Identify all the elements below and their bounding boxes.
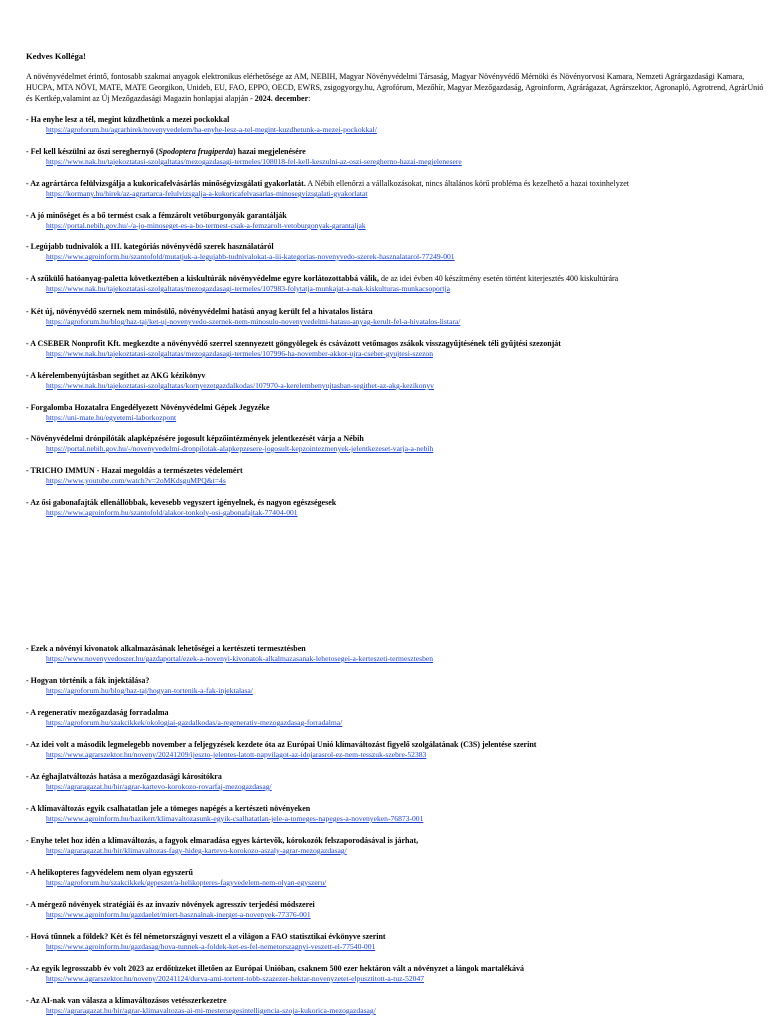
intro-paragraph: A növényvédelmet érintő, fontosabb szakmai anyagok elektronikus elérhetősége az AM, NEBIH, Magyar Növényvédelmi Társaság, Magyar Növényvédő Mérnöki és Növényorvosi Kamara, Nemzeti Agrárgazdasági Kamara, HUCPA, MTA NÖVI, MATE, MATE Georgikon, Unideb, EU, FAO, EPPO, OECD, EWRS, zsigogyorgy.hu, Agrofórum, Mezőhír, Magyar Mezőgazdaság, Agroinform, Agrárágazat, Agrárszektor, Agronapló, Agrotrend, AgrárUnió és Kertkép,valamint az Új Mezőgazdasági Magazin honlapjai alapján - 2024. december: (26, 72, 764, 103)
item-link[interactable]: https://www.nak.hu/tajekoztatasi-szolgaltatas/mezogazdasagi-termeles/108018-fel-kell-keszulni-az-oszi-seregherno-hazai-megjelenesere (46, 157, 462, 166)
greeting: Kedves Kolléga! (26, 51, 86, 61)
list-item (26, 740, 766, 760)
item-link[interactable]: https://www.agroinform.hu/hazikert/klimavaltozasunk-egyik-csalhatatlan-jele-a-tomeges-napeges-a-novenyeken-76873-001 (46, 814, 424, 823)
item-link[interactable]: https://www.novenyvedoszer.hu/gazdaportal/ezek-a-novenyi-kivonatok-alkalmazasanak-lehetosegei-a-kerteszeti-termesztesben (46, 654, 434, 663)
item-title: - A szűkülő hatóanyag-paletta következtében a kiskultúrák növényvédelme egyre korlátozottabbá válik, de az idei évben 40 készítmény esetén történt kiterjesztés 400 kiskultúrára (26, 274, 619, 283)
list-item (26, 498, 766, 518)
item-title: - Legújabb tudnivalók a III. kategóriás növényvédő szerek használatáról (26, 242, 274, 251)
item-title: - Forgalomba Hozatalra Engedélyezett Növényvédelmi Gépek Jegyzéke (26, 403, 270, 412)
list-item (26, 868, 766, 888)
item-link[interactable]: https://www.agrarszektor.hu/noveny/20241124/durva-ami-tortent-tobb-szazezer-hektar-novenyzetet-elpusztitott-a-tuz-52047 (46, 974, 425, 983)
list-item (26, 932, 766, 952)
list-item (26, 466, 766, 486)
intro-text: A növényvédelmet érintő, fontosabb szakmai anyagok elektronikus elérhetősége az AM, NEBIH, Magyar Növényvédelmi Társaság, Magyar Növényvédő Mérnöki és Növényorvosi Kamara, Nemzeti Agrárgazdasági Kamara, HUCPA, MTA NÖVI, MATE, MATE Georgikon, Unideb, EU, FAO, EPPO, OECD, EWRS, zsigogyorgy.hu, Agrofórum, Mezőhír, Magyar Mezőgazdaság, Agroinform, Agrárágazat, Agrárszektor, Agronapló, Agrotrend, AgrárUnió és Kertkép,valamint az Új Mezőgazdasági Magazin honlapjai alapján - (26, 72, 764, 103)
list-item (26, 371, 766, 391)
list-item (26, 434, 766, 454)
item-title: - A regeneratív mezőgazdaság forradalma (26, 708, 169, 717)
list-item (26, 403, 766, 423)
item-title: - A helikopteres fagyvédelem nem olyan egyszerű (26, 868, 193, 877)
list-item (26, 676, 766, 696)
item-link[interactable]: https://agroforum.hu/szakcikkek/gepeszet/a-helikopteres-fagyvedelem-nem-olyan-egyszeru/ (46, 878, 327, 887)
item-title: - Az egyik legrosszabb év volt 2023 az erdőtüzeket illetően az Európai Unióban, csaknem 500 ezer hektáron vált a növényzet a lángok martalékává (26, 964, 524, 973)
item-title: - TRICHO IMMUN - Hazai megoldás a természetes védelemért (26, 466, 243, 475)
species-name: Spodoptera frugiperda (158, 147, 233, 156)
item-title: - Enyhe telet hoz idén a klímaváltozás, a fagyok elmaradása egyes kártevők, kórokozók felszaporodásával is járhat, (26, 836, 419, 845)
item-title: - A klímaváltozás egyik csalhatatlan jele a tömeges napégés a kertészeti növényeken (26, 804, 311, 813)
item-title: - Az AI-nak van válasza a klímaváltozásos vetésszerkezetre (26, 996, 227, 1005)
list-item (26, 307, 766, 327)
item-link[interactable]: https://www.agrarszektor.hu/noveny/20241209/ijeszto-jelentes-latott-napvilagot-az-idojarasrol-ez-nem-tesszuk-szebre-52383 (46, 750, 427, 759)
item-link[interactable]: https://portal.nebih.gov.hu/-/a-jo-minoseget-es-a-bo-termest-csak-a-femzarolt-vetoburgonyak-garantaljak (46, 221, 366, 230)
item-link[interactable]: https://www.nak.hu/tajekoztatasi-szolgaltatas/mezogazdasagi-termeles/107996-ha-november-akkor-ujra-cseber-gyujtesi-szezon (46, 349, 434, 358)
item-title: - Az ősi gabonafajták ellenállóbbak, kevesebb vegyszert igényelnek, és nagyon egészségesek (26, 498, 337, 507)
list-item (26, 836, 766, 856)
item-title: - Az éghajlatváltozás hatása a mezőgazdasági károsítókra (26, 772, 222, 781)
item-link[interactable]: https://agraragazat.hu/hir/agrar-kartevo-korokozo-rovarfaj-mezogazdasag/ (46, 782, 272, 791)
list-item (26, 900, 766, 920)
item-title: - A CSEBER Nonprofit Kft. megkezdte a növényvédő szerrel szennyezett göngyölegek és csávázott vetőmagos zsákok visszagyűjtésének téli gyűjtési szezonját (26, 339, 561, 348)
list-item (26, 242, 766, 262)
list-item (26, 804, 766, 824)
list-item (26, 339, 766, 359)
list-item (26, 644, 766, 664)
item-link[interactable]: https://uni-mate.hu/egyetemi-laborkozpont (46, 413, 177, 422)
item-link[interactable]: https://agroforum.hu/agrarhirek/novenyvedelem/ha-enyhe-lesz-a-tel-megint-kuzdhetunk-a-mezei-pockokkal/ (46, 125, 377, 134)
item-title: - Az idei volt a második legmelegebb november a feljegyzések kezdete óta az Európai Unió klímaváltozást figyelő szolgálatának (C3S) jelentése szerint (26, 740, 537, 749)
item-title: - A jó minőséget és a bő termést csak a fémzárolt vetőburgonyák garantálják (26, 211, 287, 220)
list-item (26, 708, 766, 728)
list-item (26, 772, 766, 792)
item-link[interactable]: https://agroforum.hu/blog/haz-taj/hogyan-tortenik-a-fak-injektalasa/ (46, 686, 253, 695)
item-link[interactable]: https://www.agroinform.hu/gazdasag/hova-tunnek-a-foldek-ket-es-fel-nemetorszagnyi-veszett-el-77540-001 (46, 942, 376, 951)
item-link[interactable]: https://www.agroinform.hu/gazdaelet/miert-hasznalnak-inerget-a-novenyek-77376-001 (46, 910, 311, 919)
item-link[interactable]: https://www.agroinform.hu/szantofold/alakor-tonkoly-osi-gabonafajtak-77404-001 (46, 508, 298, 517)
item-link[interactable]: https://www.youtube.com/watch?v=2oMKdsguMPQ&t=4s (46, 476, 226, 485)
item-title: - Növényvédelmi drónpilóták alapképzésére jogosult képzőintézmények jelentkezését várja a Nébih (26, 434, 364, 443)
item-title: - Az agrártárca felülvizsgálja a kukoricafelvásárlás minőségvizsgálati gyakorlatát. A Nébih ellenőrzi a vállalkozásokat, nincs általános körű probléma és kezelhető a hazai toxinhelyzet (26, 179, 630, 188)
item-title: - Fel kell készülni az őszi sereghernyő (Spodoptera frugiperda) hazai megjelenésére (26, 147, 306, 156)
item-link[interactable]: https://agroforum.hu/blog/haz-taj/ket-uj-novenyvedo-szernek-nem-minosulo-novenyvedelmi-hatasu-anyag-kerult-fel-a-hivatalos-listara/ (46, 317, 461, 326)
list-item (26, 964, 766, 984)
item-link[interactable]: https://agraragazat.hu/hir/klimavaltozas-fagy-hideg-kartevo-korokozo-aszaly-agrar-mezogazdasag/ (46, 846, 347, 855)
item-title: - Ezek a növényi kivonatok alkalmazásának lehetőségei a kertészeti termesztésben (26, 644, 306, 653)
item-link[interactable]: https://kormany.hu/hirek/az-agrartarca-felulvizsgalja-a-kukoricafelvasarlas-minosegvizsgalati-gyakorlatat (46, 189, 368, 198)
item-link[interactable]: https://portal.nebih.gov.hu/-/novenyvedelmi-dronpilotak-alapkepzesere-jogosult-kepzointezmenyek-jelentkezeset-varja-a-nebih (46, 444, 434, 453)
item-title: - Hogyan történik a fák injektálása? (26, 676, 150, 685)
item-link[interactable]: https://www.nak.hu/tajekoztatasi-szolgaltatas/kornyezetgazdalkodas/107970-a-kerelembenyujtasban-segithet-az-akg-kezikonyv (46, 381, 434, 390)
item-title: - A kérelembenyújtásban segíthet az AKG kézikönyv (26, 371, 206, 380)
item-link[interactable]: https://agroforum.hu/szakcikkek/okologiai-gazdalkodas/a-regenerativ-mezogazdasag-forradalma/ (46, 718, 343, 727)
item-link[interactable]: https://agraragazat.hu/hir/agrar-klimavaltozas-ai-mi-mestersegesintelligencia-szoja-kukorica-mezogazdasag/ (46, 1006, 376, 1015)
list-item (26, 274, 766, 294)
list-item (26, 211, 766, 231)
list-item (26, 179, 766, 199)
list-item (26, 115, 766, 135)
intro-date: 2024. december (254, 94, 309, 103)
item-title: - Ha enyhe lesz a tél, megint küzdhetünk a mezei pockokkal (26, 115, 230, 124)
item-title: - A mérgező növények stratégiái és az invazív növények agresszív terjedési módszerei (26, 900, 315, 909)
item-title: - Két új, növényvédő szernek nem minősülő, növényvédelmi hatású anyag került fel a hivatalos listára (26, 307, 373, 316)
item-link[interactable]: https://www.agroinform.hu/szantofold/mutatjuk-a-legujabb-tudnivalokat-a-iii-kategorias-novenyvedo-szerek-hasznalatarol-77249-001 (46, 252, 455, 261)
item-link[interactable]: https://www.nak.hu/tajekoztatasi-szolgaltatas/mezogazdasagi-termeles/107983-folytatja-munkajat-a-nak-kiskulturas-munkacsoportja (46, 284, 450, 293)
list-item (26, 147, 766, 167)
item-title: - Hová tűnnek a földek? Két és fél németországnyi veszett el a világon a FAO statisztikai évkönyve szerint (26, 932, 386, 941)
list-item (26, 996, 766, 1016)
